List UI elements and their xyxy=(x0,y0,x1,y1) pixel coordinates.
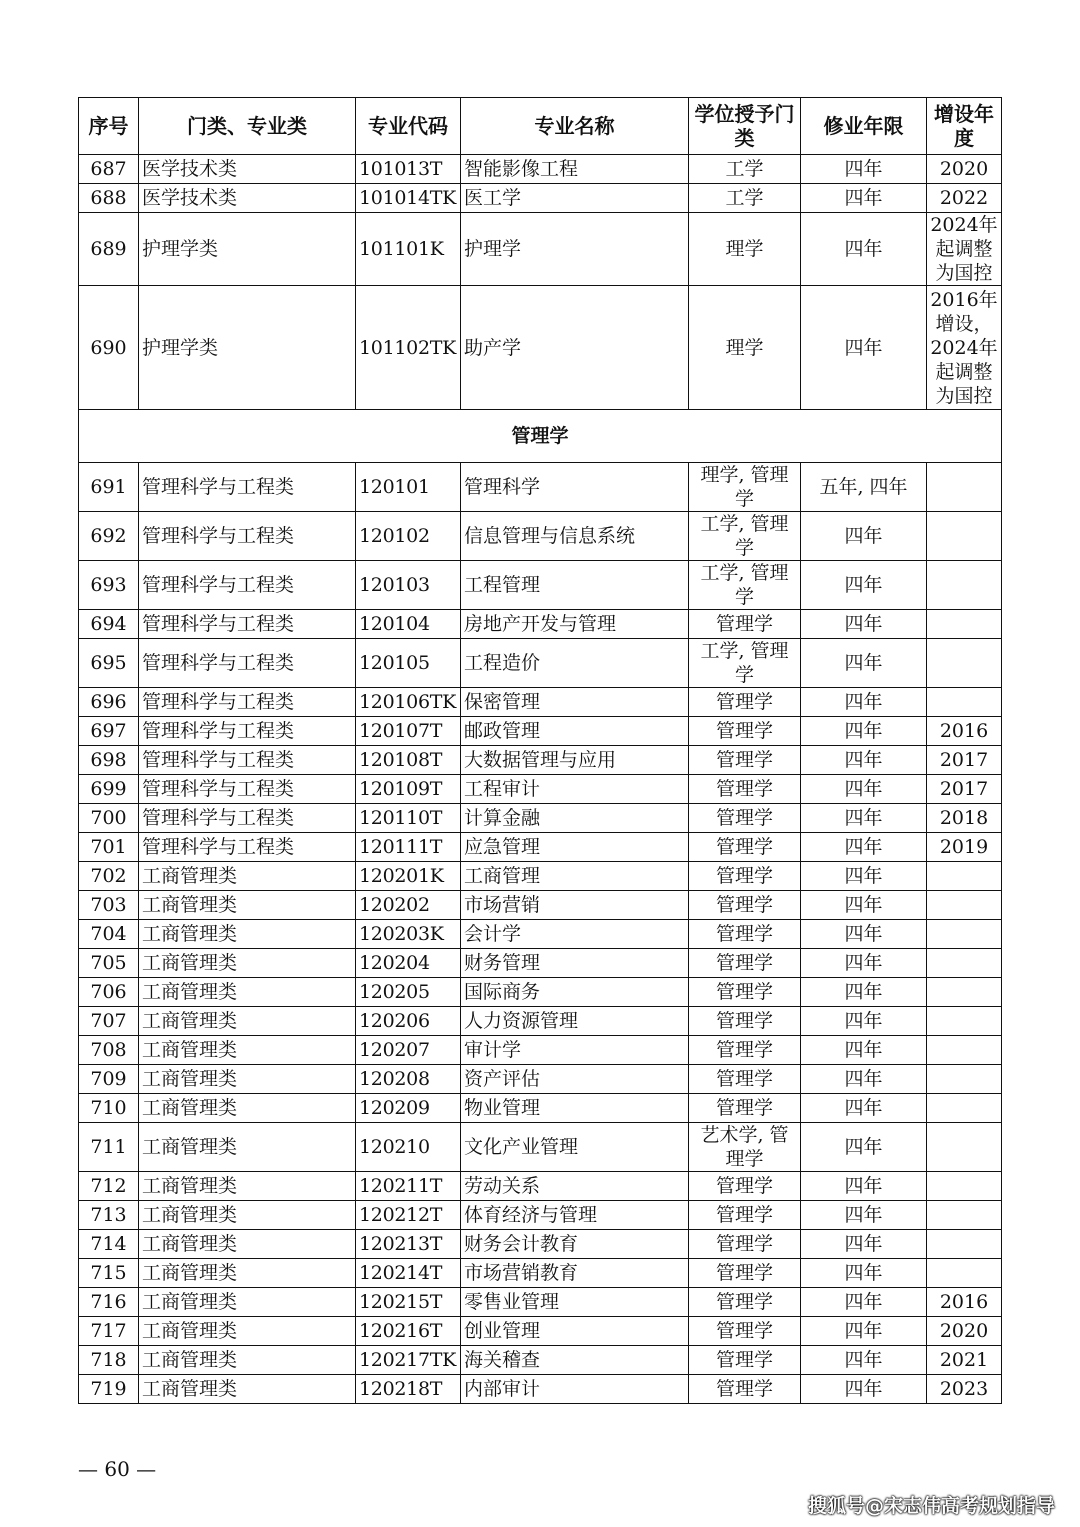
table-row xyxy=(79,978,1002,1007)
table-row xyxy=(79,286,1002,410)
cell-name: 国际商务 xyxy=(461,978,689,1007)
cell-seq: 711 xyxy=(79,1123,139,1172)
table-header-row xyxy=(79,98,1002,155)
table-row xyxy=(79,1007,1002,1036)
cell-code: 120212T xyxy=(356,1201,461,1230)
cell-name: 助产学 xyxy=(461,286,689,410)
cell-year xyxy=(927,1172,1002,1201)
cell-degree: 管理学 xyxy=(689,1172,801,1201)
cell-degree: 工学 xyxy=(689,155,801,184)
cell-duration: 四年 xyxy=(801,286,927,410)
cell-name: 零售业管理 xyxy=(461,1288,689,1317)
table-row xyxy=(79,463,1002,512)
cell-name: 管理科学 xyxy=(461,463,689,512)
cell-category: 管理科学与工程类 xyxy=(139,561,356,610)
cell-name: 房地产开发与管理 xyxy=(461,610,689,639)
cell-year: 2018 xyxy=(927,804,1002,833)
cell-code: 120111T xyxy=(356,833,461,862)
cell-seq: 706 xyxy=(79,978,139,1007)
cell-code: 120204 xyxy=(356,949,461,978)
cell-degree: 管理学 xyxy=(689,1259,801,1288)
cell-year xyxy=(927,688,1002,717)
table-row xyxy=(79,1123,1002,1172)
cell-seq: 698 xyxy=(79,746,139,775)
cell-category: 管理科学与工程类 xyxy=(139,463,356,512)
table-row xyxy=(79,1036,1002,1065)
cell-code: 120208 xyxy=(356,1065,461,1094)
cell-name: 审计学 xyxy=(461,1036,689,1065)
table-row xyxy=(79,920,1002,949)
cell-seq: 694 xyxy=(79,610,139,639)
cell-duration: 四年 xyxy=(801,1172,927,1201)
cell-degree: 理学 xyxy=(689,213,801,286)
section-title: 管理学 xyxy=(79,410,1002,463)
cell-name: 工商管理 xyxy=(461,862,689,891)
cell-degree: 管理学 xyxy=(689,717,801,746)
cell-seq: 714 xyxy=(79,1230,139,1259)
cell-degree: 管理学 xyxy=(689,978,801,1007)
cell-year xyxy=(927,1007,1002,1036)
cell-year xyxy=(927,1123,1002,1172)
cell-category: 医学技术类 xyxy=(139,184,356,213)
cell-seq: 718 xyxy=(79,1346,139,1375)
cell-year: 2019 xyxy=(927,833,1002,862)
cell-year: 2020 xyxy=(927,155,1002,184)
cell-category: 工商管理类 xyxy=(139,1007,356,1036)
cell-code: 120110T xyxy=(356,804,461,833)
cell-degree: 工学 xyxy=(689,184,801,213)
header-name: 专业名称 xyxy=(461,98,689,155)
table-row xyxy=(79,862,1002,891)
cell-seq: 704 xyxy=(79,920,139,949)
header-duration: 修业年限 xyxy=(801,98,927,155)
cell-seq: 688 xyxy=(79,184,139,213)
table-row xyxy=(79,949,1002,978)
cell-degree: 管理学 xyxy=(689,1346,801,1375)
cell-name: 应急管理 xyxy=(461,833,689,862)
cell-name: 邮政管理 xyxy=(461,717,689,746)
cell-degree: 理学 xyxy=(689,286,801,410)
cell-year: 2017 xyxy=(927,775,1002,804)
cell-category: 工商管理类 xyxy=(139,1123,356,1172)
cell-code: 120218T xyxy=(356,1375,461,1404)
cell-seq: 719 xyxy=(79,1375,139,1404)
cell-year xyxy=(927,920,1002,949)
cell-year: 2023 xyxy=(927,1375,1002,1404)
table-row xyxy=(79,1172,1002,1201)
table-row xyxy=(79,1094,1002,1123)
cell-code: 120107T xyxy=(356,717,461,746)
cell-degree: 工学, 管理学 xyxy=(689,639,801,688)
cell-degree: 管理学 xyxy=(689,920,801,949)
cell-name: 财务会计教育 xyxy=(461,1230,689,1259)
cell-category: 护理学类 xyxy=(139,286,356,410)
cell-category: 工商管理类 xyxy=(139,1346,356,1375)
cell-name: 人力资源管理 xyxy=(461,1007,689,1036)
cell-seq: 710 xyxy=(79,1094,139,1123)
cell-name: 保密管理 xyxy=(461,688,689,717)
cell-code: 120101 xyxy=(356,463,461,512)
cell-year xyxy=(927,561,1002,610)
cell-code: 120215T xyxy=(356,1288,461,1317)
cell-duration: 四年 xyxy=(801,775,927,804)
cell-degree: 管理学 xyxy=(689,833,801,862)
cell-seq: 707 xyxy=(79,1007,139,1036)
cell-degree: 管理学 xyxy=(689,1317,801,1346)
table-row xyxy=(79,213,1002,286)
cell-seq: 705 xyxy=(79,949,139,978)
table-row xyxy=(79,891,1002,920)
cell-year xyxy=(927,1230,1002,1259)
cell-seq: 709 xyxy=(79,1065,139,1094)
cell-name: 文化产业管理 xyxy=(461,1123,689,1172)
cell-code: 120109T xyxy=(356,775,461,804)
cell-duration: 四年 xyxy=(801,512,927,561)
cell-year xyxy=(927,610,1002,639)
cell-degree: 管理学 xyxy=(689,775,801,804)
section-row xyxy=(79,410,1002,463)
cell-seq: 697 xyxy=(79,717,139,746)
cell-category: 工商管理类 xyxy=(139,1065,356,1094)
cell-duration: 四年 xyxy=(801,1346,927,1375)
cell-year xyxy=(927,512,1002,561)
cell-name: 医工学 xyxy=(461,184,689,213)
cell-duration: 四年 xyxy=(801,978,927,1007)
cell-year xyxy=(927,949,1002,978)
cell-name: 工程审计 xyxy=(461,775,689,804)
cell-seq: 715 xyxy=(79,1259,139,1288)
cell-seq: 695 xyxy=(79,639,139,688)
cell-seq: 700 xyxy=(79,804,139,833)
cell-seq: 699 xyxy=(79,775,139,804)
table-row xyxy=(79,1317,1002,1346)
cell-degree: 管理学 xyxy=(689,746,801,775)
cell-code: 101102TK xyxy=(356,286,461,410)
cell-duration: 四年 xyxy=(801,688,927,717)
table-row xyxy=(79,155,1002,184)
cell-code: 120216T xyxy=(356,1317,461,1346)
cell-category: 工商管理类 xyxy=(139,1259,356,1288)
cell-name: 护理学 xyxy=(461,213,689,286)
cell-duration: 四年 xyxy=(801,949,927,978)
cell-category: 工商管理类 xyxy=(139,1375,356,1404)
cell-duration: 五年, 四年 xyxy=(801,463,927,512)
header-degree: 学位授予门类 xyxy=(689,98,801,155)
cell-year xyxy=(927,1036,1002,1065)
cell-category: 管理科学与工程类 xyxy=(139,688,356,717)
cell-code: 101013T xyxy=(356,155,461,184)
cell-year: 2024年起调整为国控 xyxy=(927,213,1002,286)
cell-category: 工商管理类 xyxy=(139,920,356,949)
table-row xyxy=(79,717,1002,746)
table-row xyxy=(79,1065,1002,1094)
table-row xyxy=(79,610,1002,639)
table-row xyxy=(79,1375,1002,1404)
cell-category: 工商管理类 xyxy=(139,1201,356,1230)
header-year: 增设年度 xyxy=(927,98,1002,155)
cell-name: 智能影像工程 xyxy=(461,155,689,184)
cell-year xyxy=(927,1065,1002,1094)
cell-year xyxy=(927,1094,1002,1123)
cell-code: 120106TK xyxy=(356,688,461,717)
cell-name: 资产评估 xyxy=(461,1065,689,1094)
cell-seq: 693 xyxy=(79,561,139,610)
cell-duration: 四年 xyxy=(801,862,927,891)
cell-name: 内部审计 xyxy=(461,1375,689,1404)
cell-degree: 管理学 xyxy=(689,862,801,891)
cell-degree: 艺术学, 管理学 xyxy=(689,1123,801,1172)
cell-code: 120102 xyxy=(356,512,461,561)
cell-year xyxy=(927,891,1002,920)
cell-name: 市场营销教育 xyxy=(461,1259,689,1288)
table-row xyxy=(79,746,1002,775)
cell-duration: 四年 xyxy=(801,1036,927,1065)
cell-duration: 四年 xyxy=(801,1375,927,1404)
cell-duration: 四年 xyxy=(801,717,927,746)
cell-category: 工商管理类 xyxy=(139,1094,356,1123)
cell-category: 工商管理类 xyxy=(139,978,356,1007)
table-row xyxy=(79,1346,1002,1375)
cell-name: 海关稽查 xyxy=(461,1346,689,1375)
cell-duration: 四年 xyxy=(801,1123,927,1172)
cell-category: 管理科学与工程类 xyxy=(139,717,356,746)
table-row xyxy=(79,639,1002,688)
cell-duration: 四年 xyxy=(801,1230,927,1259)
management-rows xyxy=(79,463,1002,1404)
cell-duration: 四年 xyxy=(801,1288,927,1317)
cell-duration: 四年 xyxy=(801,561,927,610)
table-row xyxy=(79,184,1002,213)
cell-category: 工商管理类 xyxy=(139,1230,356,1259)
cell-degree: 管理学 xyxy=(689,610,801,639)
cell-year xyxy=(927,463,1002,512)
watermark: 搜狐号@宋志伟高考规划指导 xyxy=(807,1495,1055,1517)
cell-duration: 四年 xyxy=(801,610,927,639)
header-code: 专业代码 xyxy=(356,98,461,155)
cell-degree: 理学, 管理学 xyxy=(689,463,801,512)
majors-table xyxy=(78,97,1002,1404)
cell-name: 劳动关系 xyxy=(461,1172,689,1201)
cell-name: 工程造价 xyxy=(461,639,689,688)
cell-name: 会计学 xyxy=(461,920,689,949)
cell-year: 2016年增设，2024年起调整为国控 xyxy=(927,286,1002,410)
cell-name: 信息管理与信息系统 xyxy=(461,512,689,561)
table-row xyxy=(79,1288,1002,1317)
cell-seq: 692 xyxy=(79,512,139,561)
cell-name: 体育经济与管理 xyxy=(461,1201,689,1230)
cell-year xyxy=(927,1259,1002,1288)
cell-code: 120202 xyxy=(356,891,461,920)
cell-category: 工商管理类 xyxy=(139,1036,356,1065)
cell-code: 120205 xyxy=(356,978,461,1007)
table-row xyxy=(79,804,1002,833)
cell-category: 管理科学与工程类 xyxy=(139,804,356,833)
cell-category: 医学技术类 xyxy=(139,155,356,184)
header-category: 门类、专业类 xyxy=(139,98,356,155)
cell-category: 工商管理类 xyxy=(139,1172,356,1201)
header-seq: 序号 xyxy=(79,98,139,155)
cell-category: 工商管理类 xyxy=(139,1317,356,1346)
cell-duration: 四年 xyxy=(801,833,927,862)
page-number: — 60 — xyxy=(78,1457,157,1481)
cell-duration: 四年 xyxy=(801,1201,927,1230)
cell-degree: 管理学 xyxy=(689,1094,801,1123)
cell-code: 120209 xyxy=(356,1094,461,1123)
cell-seq: 701 xyxy=(79,833,139,862)
cell-year xyxy=(927,1201,1002,1230)
cell-seq: 708 xyxy=(79,1036,139,1065)
cell-year xyxy=(927,639,1002,688)
cell-seq: 702 xyxy=(79,862,139,891)
cell-duration: 四年 xyxy=(801,920,927,949)
cell-year: 2016 xyxy=(927,1288,1002,1317)
cell-name: 创业管理 xyxy=(461,1317,689,1346)
cell-seq: 713 xyxy=(79,1201,139,1230)
cell-seq: 717 xyxy=(79,1317,139,1346)
cell-degree: 管理学 xyxy=(689,891,801,920)
cell-code: 101014TK xyxy=(356,184,461,213)
cell-degree: 管理学 xyxy=(689,804,801,833)
cell-category: 工商管理类 xyxy=(139,862,356,891)
cell-year xyxy=(927,862,1002,891)
cell-duration: 四年 xyxy=(801,639,927,688)
cell-name: 工程管理 xyxy=(461,561,689,610)
cell-degree: 管理学 xyxy=(689,1065,801,1094)
cell-category: 管理科学与工程类 xyxy=(139,512,356,561)
cell-category: 管理科学与工程类 xyxy=(139,639,356,688)
cell-code: 120104 xyxy=(356,610,461,639)
cell-seq: 691 xyxy=(79,463,139,512)
cell-category: 工商管理类 xyxy=(139,949,356,978)
cell-code: 120213T xyxy=(356,1230,461,1259)
cell-name: 财务管理 xyxy=(461,949,689,978)
table-row xyxy=(79,775,1002,804)
cell-duration: 四年 xyxy=(801,804,927,833)
cell-code: 120214T xyxy=(356,1259,461,1288)
cell-seq: 716 xyxy=(79,1288,139,1317)
cell-category: 管理科学与工程类 xyxy=(139,610,356,639)
cell-duration: 四年 xyxy=(801,155,927,184)
table-row xyxy=(79,688,1002,717)
table-row xyxy=(79,1201,1002,1230)
cell-code: 120217TK xyxy=(356,1346,461,1375)
cell-code: 120207 xyxy=(356,1036,461,1065)
cell-code: 120206 xyxy=(356,1007,461,1036)
cell-duration: 四年 xyxy=(801,184,927,213)
cell-duration: 四年 xyxy=(801,891,927,920)
cell-code: 120105 xyxy=(356,639,461,688)
cell-year: 2021 xyxy=(927,1346,1002,1375)
cell-degree: 管理学 xyxy=(689,1201,801,1230)
cell-name: 大数据管理与应用 xyxy=(461,746,689,775)
cell-duration: 四年 xyxy=(801,1007,927,1036)
cell-degree: 管理学 xyxy=(689,1036,801,1065)
cell-code: 120103 xyxy=(356,561,461,610)
cell-code: 120211T xyxy=(356,1172,461,1201)
cell-duration: 四年 xyxy=(801,213,927,286)
cell-degree: 管理学 xyxy=(689,1375,801,1404)
table-row xyxy=(79,833,1002,862)
cell-year: 2017 xyxy=(927,746,1002,775)
cell-degree: 管理学 xyxy=(689,1288,801,1317)
table-row xyxy=(79,1259,1002,1288)
cell-category: 管理科学与工程类 xyxy=(139,833,356,862)
cell-seq: 696 xyxy=(79,688,139,717)
cell-duration: 四年 xyxy=(801,746,927,775)
cell-name: 计算金融 xyxy=(461,804,689,833)
cell-category: 工商管理类 xyxy=(139,891,356,920)
cell-degree: 工学, 管理学 xyxy=(689,512,801,561)
table-row xyxy=(79,1230,1002,1259)
cell-duration: 四年 xyxy=(801,1317,927,1346)
cell-code: 120210 xyxy=(356,1123,461,1172)
cell-duration: 四年 xyxy=(801,1259,927,1288)
cell-code: 120201K xyxy=(356,862,461,891)
cell-degree: 管理学 xyxy=(689,1230,801,1259)
section-management xyxy=(79,410,1002,463)
table-row xyxy=(79,561,1002,610)
cell-seq: 689 xyxy=(79,213,139,286)
cell-degree: 管理学 xyxy=(689,949,801,978)
cell-year: 2022 xyxy=(927,184,1002,213)
cell-degree: 管理学 xyxy=(689,1007,801,1036)
cell-category: 护理学类 xyxy=(139,213,356,286)
cell-year: 2020 xyxy=(927,1317,1002,1346)
medical-rows xyxy=(79,155,1002,410)
table-row xyxy=(79,512,1002,561)
cell-name: 市场营销 xyxy=(461,891,689,920)
cell-code: 101101K xyxy=(356,213,461,286)
cell-duration: 四年 xyxy=(801,1065,927,1094)
cell-category: 工商管理类 xyxy=(139,1288,356,1317)
cell-seq: 703 xyxy=(79,891,139,920)
cell-category: 管理科学与工程类 xyxy=(139,746,356,775)
cell-name: 物业管理 xyxy=(461,1094,689,1123)
cell-year xyxy=(927,978,1002,1007)
cell-degree: 工学, 管理学 xyxy=(689,561,801,610)
cell-seq: 712 xyxy=(79,1172,139,1201)
cell-seq: 690 xyxy=(79,286,139,410)
cell-code: 120108T xyxy=(356,746,461,775)
cell-category: 管理科学与工程类 xyxy=(139,775,356,804)
cell-duration: 四年 xyxy=(801,1094,927,1123)
cell-seq: 687 xyxy=(79,155,139,184)
cell-degree: 管理学 xyxy=(689,688,801,717)
cell-year: 2016 xyxy=(927,717,1002,746)
cell-code: 120203K xyxy=(356,920,461,949)
